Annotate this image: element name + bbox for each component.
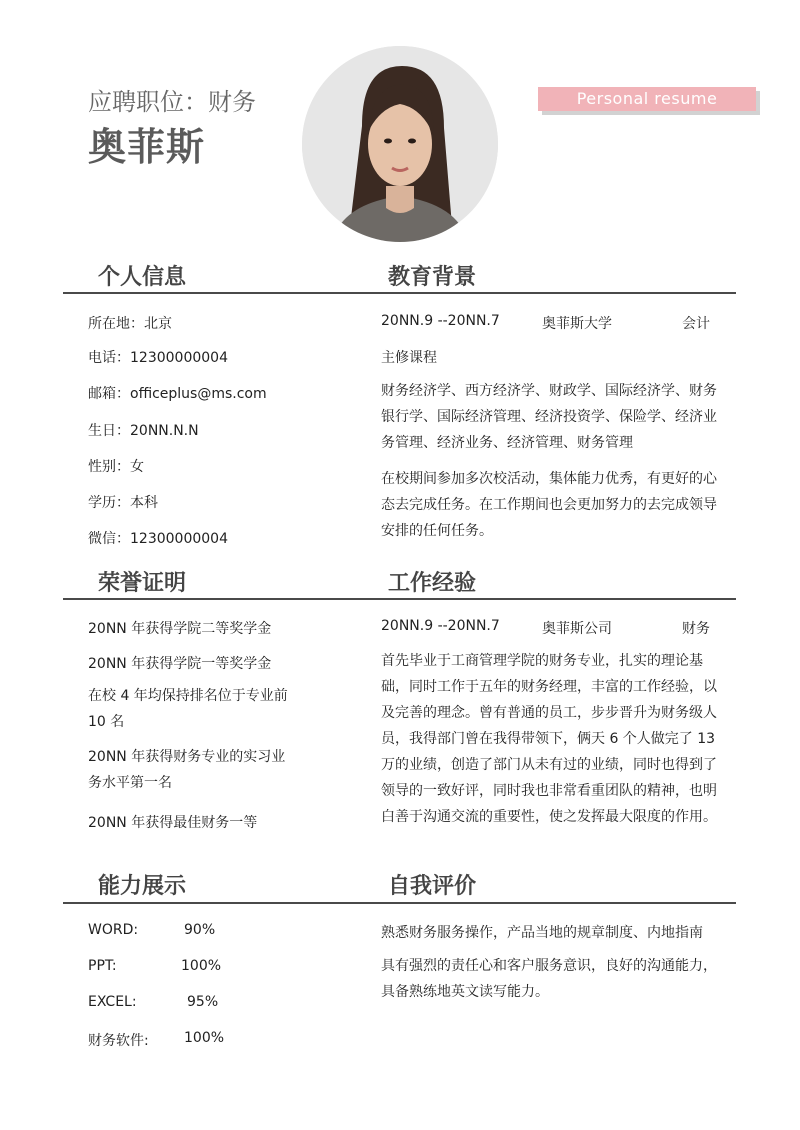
work-position: 财务 — [682, 621, 710, 637]
info-email: 邮箱：officeplus@ms.com — [88, 386, 267, 402]
skill-name: 财务软件: — [88, 1033, 149, 1049]
skill-value: 100% — [181, 958, 222, 974]
self-eval-item: 熟悉财务服务操作，产品当地的规章制度、内地指南 — [381, 925, 703, 941]
courses-title: 主修课程 — [381, 350, 437, 366]
education-summary: 在校期间参加多次校活动，集体能力优秀，有更好的心态去完成任务。在工作期间也会更加努力的去完成领导安排的任何任务。 — [381, 471, 717, 539]
skill-value: 90% — [184, 922, 216, 938]
section-title-education: 教育背景 — [388, 265, 477, 290]
section-title-skills: 能力展示 — [98, 874, 187, 899]
skill-name: EXCEL: — [88, 994, 137, 1010]
education-major: 会计 — [682, 316, 710, 332]
education-period: 20NN.9 --20NN.7 — [381, 313, 500, 329]
work-period: 20NN.9 --20NN.7 — [381, 618, 500, 634]
section-title-honors: 荣誉证明 — [98, 571, 187, 596]
courses-list: 财务经济学、西方经济学、财政学、国际经济学、财务银行学、国际经济管理、经济投资学、保险学、经济业务管理、经济业务、经济管理、财务管理 — [381, 383, 717, 451]
honor-item: 20NN 年获得最佳财务一等 — [88, 815, 258, 831]
skill-name: WORD: — [88, 922, 139, 938]
job-title: 应聘职位：财务 — [88, 88, 256, 116]
section-title-self-eval: 自我评价 — [388, 874, 477, 899]
honor-item: 20NN 年获得学院一等奖学金 — [88, 656, 272, 672]
skill-name: PPT: — [88, 958, 117, 974]
candidate-name: 奥菲斯 — [88, 125, 206, 169]
section-title-personal: 个人信息 — [98, 265, 187, 290]
education-school: 奥菲斯大学 — [542, 316, 612, 332]
info-birthday: 生日：20NN.N.N — [88, 423, 199, 439]
info-gender: 性别：女 — [88, 459, 144, 475]
info-phone: 电话：12300000004 — [88, 350, 228, 366]
info-wechat: 微信：12300000004 — [88, 531, 228, 547]
portrait-image — [302, 46, 498, 242]
section-divider — [63, 598, 736, 600]
work-company: 奥菲斯公司 — [542, 621, 612, 637]
honor-item: 20NN 年获得财务专业的实习业务水平第一名 — [88, 749, 286, 791]
work-description: 首先毕业于工商管理学院的财务专业，扎实的理论基础，同时工作于五年的财务经理，丰富的工作经验，以及完善的理念。曾有普通的员工，步步晋升为财务级人员，我得部门曾在我得带领下，俩天 6 个人做完了 13 万的业绩，创造了部门从未有过的业绩，同时也得到了领导的一致好评，同时我也非常看重团队的精神，也明白善于沟通交流的重要性，使之发挥最大限度的作用。 — [381, 653, 717, 825]
info-location: 所在地：北京 — [88, 316, 172, 332]
profile-photo — [302, 46, 498, 242]
section-divider — [63, 902, 736, 904]
skill-value: 100% — [184, 1030, 225, 1046]
info-education: 学历：本科 — [88, 495, 158, 511]
skill-value: 95% — [187, 994, 219, 1010]
section-divider — [63, 292, 736, 294]
honor-item: 20NN 年获得学院二等奖学金 — [88, 621, 272, 637]
personal-resume-tag: Personal resume — [538, 87, 756, 111]
section-title-work: 工作经验 — [388, 571, 477, 596]
self-eval-item: 具有强烈的责任心和客户服务意识，良好的沟通能力，具备熟练地英文读写能力。 — [381, 958, 717, 1000]
honor-item: 在校 4 年均保持排名位于专业前 10 名 — [88, 688, 288, 730]
